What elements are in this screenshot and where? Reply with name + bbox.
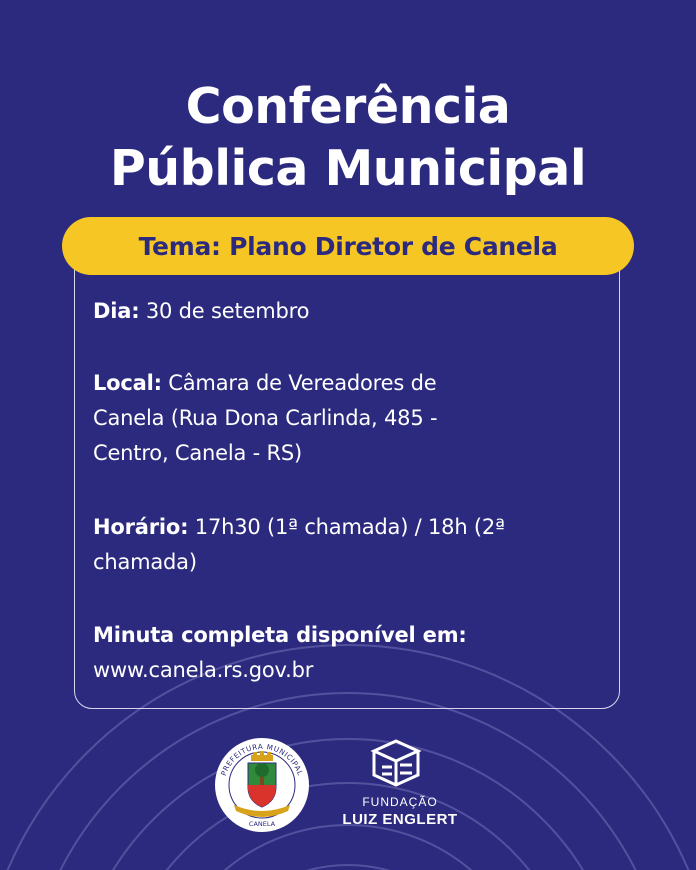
location-line-2: Canela (Rua Dona Carlinda, 485 - (93, 406, 438, 430)
location-info (93, 366, 603, 471)
seal-arc-text: PREFEITURA MUNICIPAL (218, 741, 306, 777)
fundacao-line-1: FUNDAÇÃO (362, 795, 438, 809)
title-line-2: Pública Municipal (109, 140, 587, 197)
minuta-text: Minuta completa disponível em: (93, 623, 467, 647)
minuta-info (93, 618, 603, 688)
title-line-1: Conferência (185, 78, 511, 135)
theme-banner (62, 217, 634, 275)
time-info (93, 510, 603, 580)
location-line-3: Centro, Canela - RS) (93, 441, 303, 465)
theme-text: Tema: Plano Diretor de Canela (138, 231, 558, 261)
page-title (0, 76, 696, 200)
date-value: 30 de setembro (139, 299, 310, 323)
date-info (93, 294, 603, 329)
location-label: Local: (93, 371, 162, 395)
seal-bottom-text: CANELA (248, 820, 276, 828)
time-label: Horário: (93, 515, 189, 539)
fundacao-logo-icon (368, 737, 424, 789)
fundacao-line-2: LUIZ ENGLERT (342, 811, 458, 828)
prefeitura-canela-seal (212, 735, 312, 835)
logos-footer (0, 735, 696, 845)
time-line-1: 17h30 (1ª chamada) / 18h (2ª (188, 515, 505, 539)
time-line-2: chamada) (93, 550, 197, 574)
date-label: Dia: (93, 299, 140, 323)
website-link[interactable]: www.canela.rs.gov.br (93, 658, 314, 682)
location-line-1: Câmara de Vereadores de (161, 371, 437, 395)
